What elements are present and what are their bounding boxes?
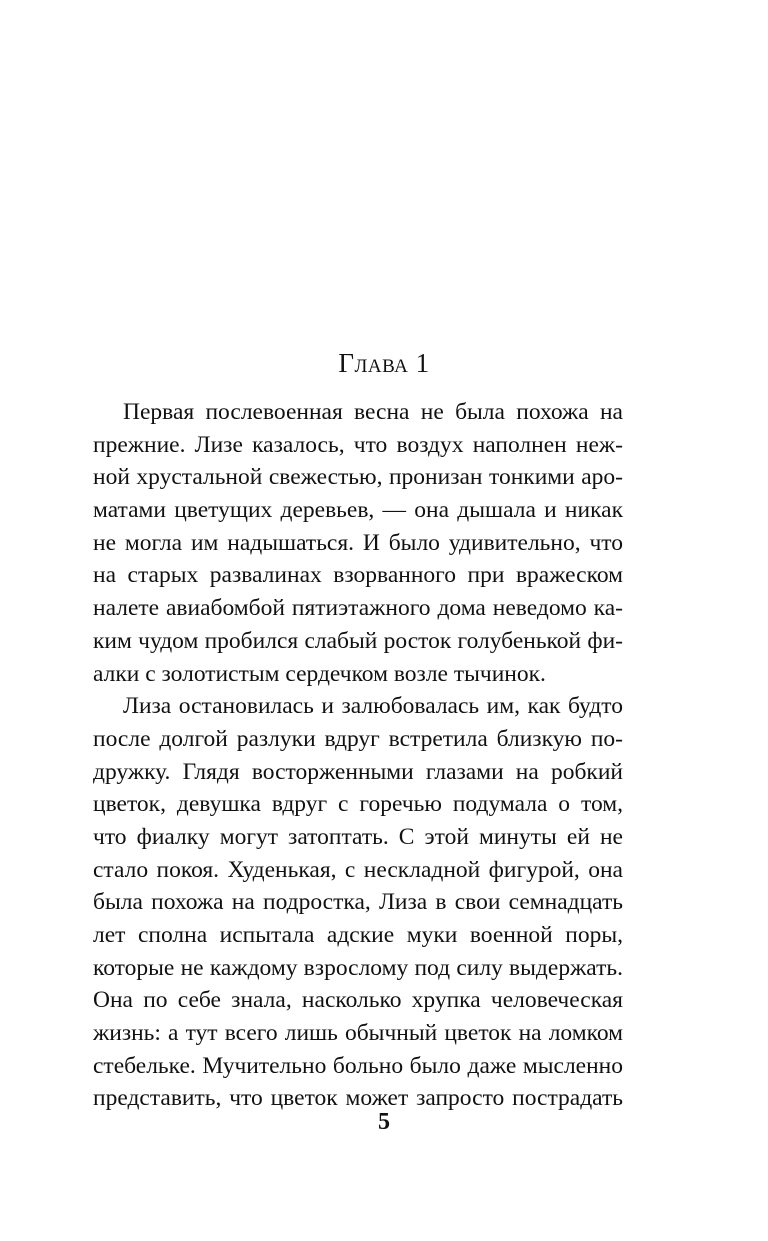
paragraph-1 [93,396,623,690]
text-line: на старых развалинах взорванного при вражеском [93,562,623,589]
text-line: Первая послевоенная весна не была похожа на [123,399,623,425]
chapter-title: Глава 1 [338,348,430,378]
text-line: которые не каждому взрослому под силу выдержать. [93,954,623,981]
paragraph-2 [93,690,623,1115]
text-line: стебельке. Мучительно больно было даже мысленно [93,1052,623,1079]
text-line: дружку. Глядя восторженными глазами на робкий [93,758,623,785]
text-line: не могла им надышаться. И было удивительно, что [93,529,623,556]
text-line: была похожа на подростка, Лиза в свои семнадцать [93,889,623,916]
text-line: алки с золотистым сердечком возле тычинок. [93,660,546,687]
text-line: цветок, девушка вдруг с горечью подумала о том, [93,791,623,818]
text-line: Лиза остановилась и залюбовалась им, как будто [123,693,623,720]
text-line: что фиалку могут затоптать. С этой минуты ей не [93,823,623,850]
text-line: Она по себе знала, насколько хрупка человеческая [93,987,623,1014]
text-line: ким чудом пробился слабый росток голубенькой фи- [93,627,623,654]
text-line: жизнь: а тут всего лишь обычный цветок на ломком [93,1020,623,1047]
body-text [93,396,623,1115]
text-line: матами цветущих деревьев, — она дышала и никак [93,497,623,524]
text-line: лет сполна испытала адские муки военной поры, [93,922,623,948]
text-line: налете авиабомбой пятиэтажного дома неведомо ка- [93,595,623,622]
text-line: после долгой разлуки вдруг встретила близкую по- [93,725,623,752]
text-line: ной хрустальной свежестью, пронизан тонкими аро- [93,464,623,491]
text-line: представить, что цветок может запросто пострадать [93,1085,623,1112]
text-line: прежние. Лизе казалось, что воздух наполнен неж- [93,431,623,458]
text-line: стало покоя. Худенькая, с нескладной фигурой, она [93,856,623,883]
page-number: 5 [378,1109,390,1135]
